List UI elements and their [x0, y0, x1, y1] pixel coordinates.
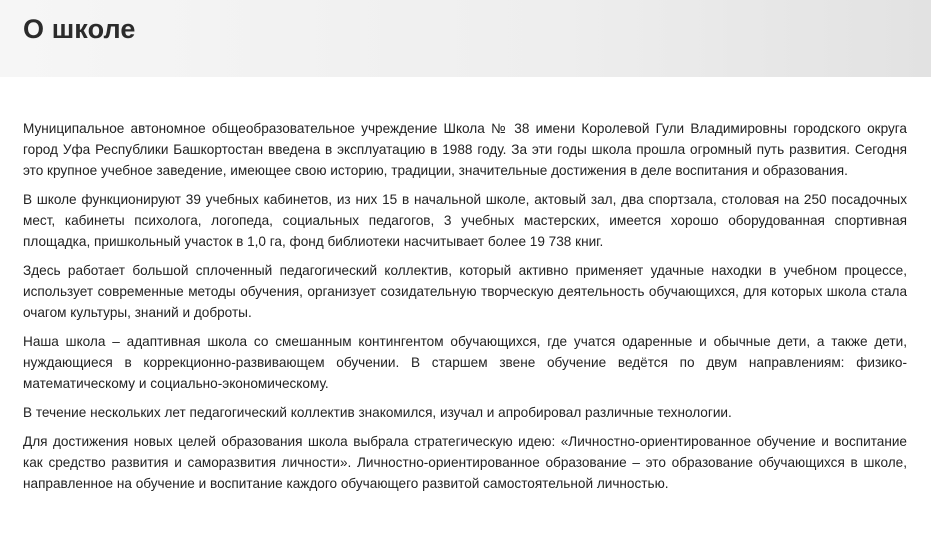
paragraph-facilities: В школе функционируют 39 учебных кабинетов, из них 15 в начальной школе, актовый зал, два спортзала, столовая на 250 посадочных мест, кабинеты психолога, логопеда, социальных педагогов, 3 учебных мастерских, имеется хорошо оборудованная спортивная площадка, пришкольный участок в 1,0 га, фонд библиотеки насчитывает более 19 738 книг.: [23, 192, 907, 249]
paragraph-adaptive-school: Наша школа – адаптивная школа со смешанным контингентом обучающихся, где учатся одаренные и обычные дети, а также дети, нуждающиеся в коррекционно-развивающем обучении. В старшем звене обучение ведётся по двум направлениям: физико-математическому и социально-экономическому.: [23, 334, 907, 391]
paragraph-strategy: Для достижения новых целей образования школа выбрала стратегическую идею: «Личностно-ориентированное обучение и воспитание как средство развития и саморазвития личности». Личностно-ориентированное образование – это образование обучающихся в школе, направленное на обучение и воспитание каждого обучающего развитой самостоятельной личностью.: [23, 434, 907, 491]
paragraph-technologies: В течение нескольких лет педагогический коллектив знакомился, изучал и апробировал различные технологии.: [23, 405, 732, 420]
paragraph-staff: Здесь работает большой сплоченный педагогический коллектив, который активно применяет удачные находки в учебном процессе, использует современные методы обучения, организует созидательную творческую деятельность обучающихся, для которых школа стала очагом культуры, знаний и доброты.: [23, 263, 907, 320]
page-header: [0, 0, 931, 77]
article-content: [0, 77, 931, 494]
page-title: О школе: [23, 14, 136, 44]
paragraph-history: Муниципальное автономное общеобразовательное учреждение Школа № 38 имени Королевой Гули Владимировны городского округа город Уфа Республики Башкортостан введена в эксплуатацию в 1988 году. За эти годы школа прошла огромный путь развития. Сегодня это крупное учебное заведение, имеющее свою историю, традиции, значительные достижения в деле воспитания и образования.: [23, 121, 907, 178]
